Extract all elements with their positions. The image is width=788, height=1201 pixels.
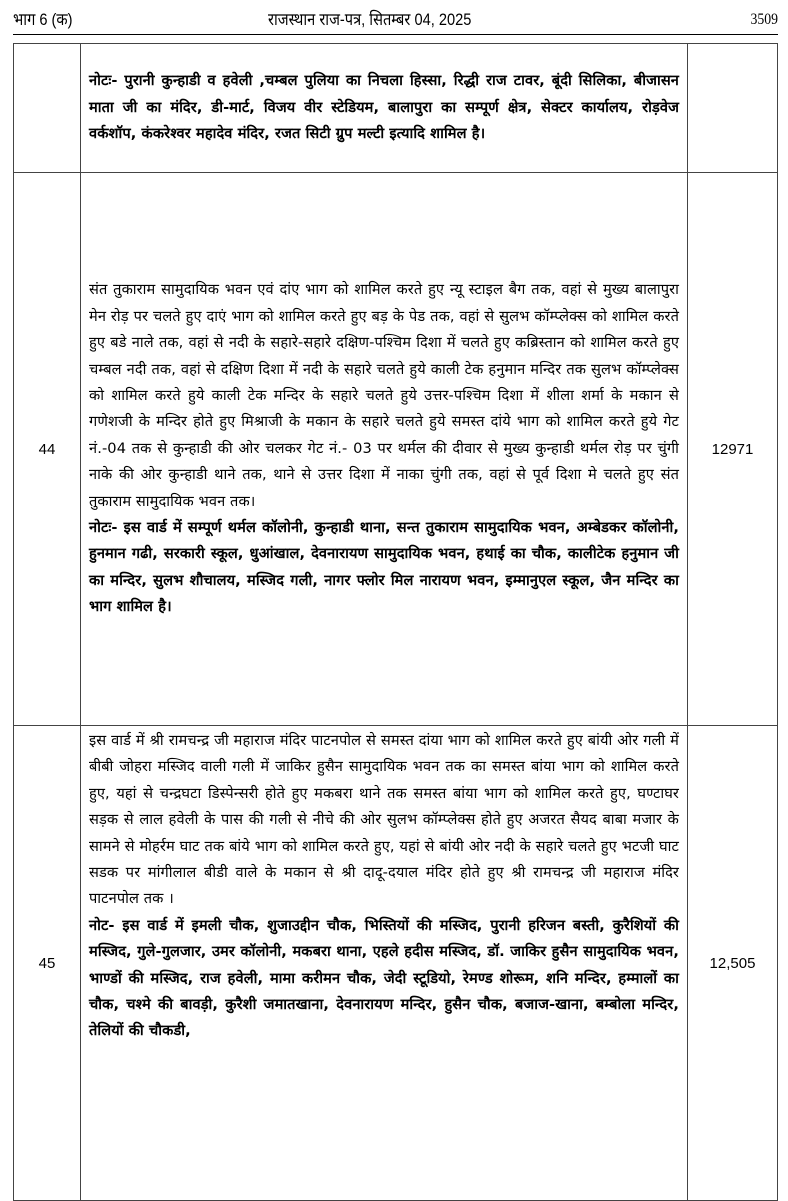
table-row xyxy=(14,726,778,1201)
description-cell xyxy=(81,44,688,173)
table-row xyxy=(14,44,778,173)
gazette-title: राजस्थान राज-पत्र, सितम्बर 04, 2025 xyxy=(268,10,472,29)
population-cell: 12971 xyxy=(688,173,778,726)
page-number: 3509 xyxy=(750,11,778,28)
ward-number-cell: 45 xyxy=(14,726,81,1201)
gazette-part: भाग 6 (क) xyxy=(13,10,73,29)
population-cell xyxy=(688,44,778,173)
ward-boundary-description: संत तुकाराम सामुदायिक भवन एवं दांए भाग को शामिल करते हुए न्यू स्टाइल बैग तक, वहां से मुख्य बालापुरा मेन रोड़ पर चलते हुए दाएं भाग को शामिल करते हुए बड़ के पेड तक, वहां से सुलभ कॉम्प्लेक्स को शामिल करते हुए बडे नाले तक, वहां से नदी के सहारे-सहारे दक्षिण-पश्चिम दिशा में चलते हुए कब्रिस्तान को शामिल करते हुए चम्बल नदी तक, वहां से दक्षिण दिशा में नदी के सहारे चलते हुये काली टेक हनुमान मन्दिर तक सुलभ कॉम्प्लेक्स को शामिल करते हुये काली टेक मन्दिर के सहारे चलते हुये उत्तर-पश्चिम दिशा में शीला शर्मा के मकान से गणेशजी के मन्दिर होते हुए मिश्राजी के मकान के सहारे चलते हुये समस्त दांये भाग को शामिल करते हुये गेट नं.-04 तक से कुन्हाडी की ओर चलकर गेट नं.- 03 पर थर्मल की दीवार से मुख्य कुन्हाडी थर्मल रोड़ पर चुंगी नाके की ओर कुन्हाडी थाने तक, थाने से उत्तर दिशा में नाका चुंगी तक, वहां से पूर्व दिशा मे चलते हुए संत तुकाराम सामुदायिक भवन तक। xyxy=(89,281,679,510)
ward-note: नोटः- पुरानी कुन्हाडी व हवेली ,चम्बल पुलिया का निचला हिस्सा, रिद्धी राज टावर, बूंदी सिलिका, बीजासन माता जी का मंदिर, डी-मार्ट, विजय वीर स्टेडियम, बालापुरा का सम्पूर्ण क्षेत्र, सेक्टर कार्यालय, रोड़वेज वर्कशॉप, कंकरेश्वर महादेव मंदिर, रजत सिटी ग्रुप मल्टी इत्यादि शामिल है। xyxy=(89,72,679,143)
ward-number-cell xyxy=(14,44,81,173)
ward-boundary-description: इस वार्ड में श्री रामचन्द्र जी महाराज मंदिर पाटनपोल से समस्त दांया भाग को शामिल करते हुए बांयी ओर गली में बीबी जोहरा मस्जिद वाली गली में जाकिर हुसैन सामुदायिक भवन तक का समस्त बांया भाग को शामिल करते हुए, यहां से चन्द्रघटा डिस्पेन्सरी होते हुए मकबरा थाने तक समस्त बांया भाग को शामिल करते हुए, घण्टाघर सड़क से लाल हवेली के पास की गली से नीचे की ओर सुलभ कॉम्प्लेक्स होते हुए अजरत सैयद बाबा मजार के सामने से मोहर्रम घाट तक बांये भाग को शामिल करते हुए, यहां से बांयी ओर नदी के सहारे चलते हुए भटजी घाट सडक पर मांगीलाल बीडी वाले के मकान से श्री दादू-दयाल मंदिर होते हुए श्री रामचन्द्र जी महाराज मंदिर पाटनपोल तक । xyxy=(89,732,679,908)
ward-note: नोटः- इस वार्ड में सम्पूर्ण थर्मल कॉलोनी, कुन्हाडी थाना, सन्त तुकाराम सामुदायिक भवन, अम्बेडकर कॉलोनी, हुनमान गढी, सरकारी स्कूल, धुआंखाल, देवनारायण सामुदायिक भवन, हथाई का चौक, कालीटेक हनुमान जी का मन्दिर, सुलभ शौचालय, मस्जिद गली, नागर फ्लोर मिल नारायण भवन, इम्मानुएल स्कूल, जैन मन्दिर का भाग शामिल है। xyxy=(89,519,679,616)
description-cell xyxy=(81,726,688,1201)
page-header xyxy=(13,8,778,35)
population-cell: 12,505 xyxy=(688,726,778,1201)
description-cell xyxy=(81,173,688,726)
table-row xyxy=(14,173,778,726)
ward-boundary-table xyxy=(13,43,778,1201)
ward-note: नोट- इस वार्ड में इमली चौक, शुजाउद्दीन चौक, भिस्तियों की मस्जिद, पुरानी हरिजन बस्ती, कुरैशियों की मस्जिद, गुले-गुलजार, उमर कॉलोनी, मकबरा थाना, एहले हदीस मस्जिद, डॉ. जाकिर हुसैन सामुदायिक भवन, भाण्डों की मस्जिद, राज हवेली, मामा करीमन चौक, जेदी स्टूडियो, रेमण्ड शोरूम, शनि मन्दिर, हम्मालों का चौक, चश्मे की बावड़ी, कुरैशी जमातखाना, देवनारायण मन्दिर, हुसैन चौक, बजाज-खाना, बम्बोला मन्दिर, तेलियों की चौकडी, xyxy=(89,916,679,1040)
ward-number-cell: 44 xyxy=(14,173,81,726)
